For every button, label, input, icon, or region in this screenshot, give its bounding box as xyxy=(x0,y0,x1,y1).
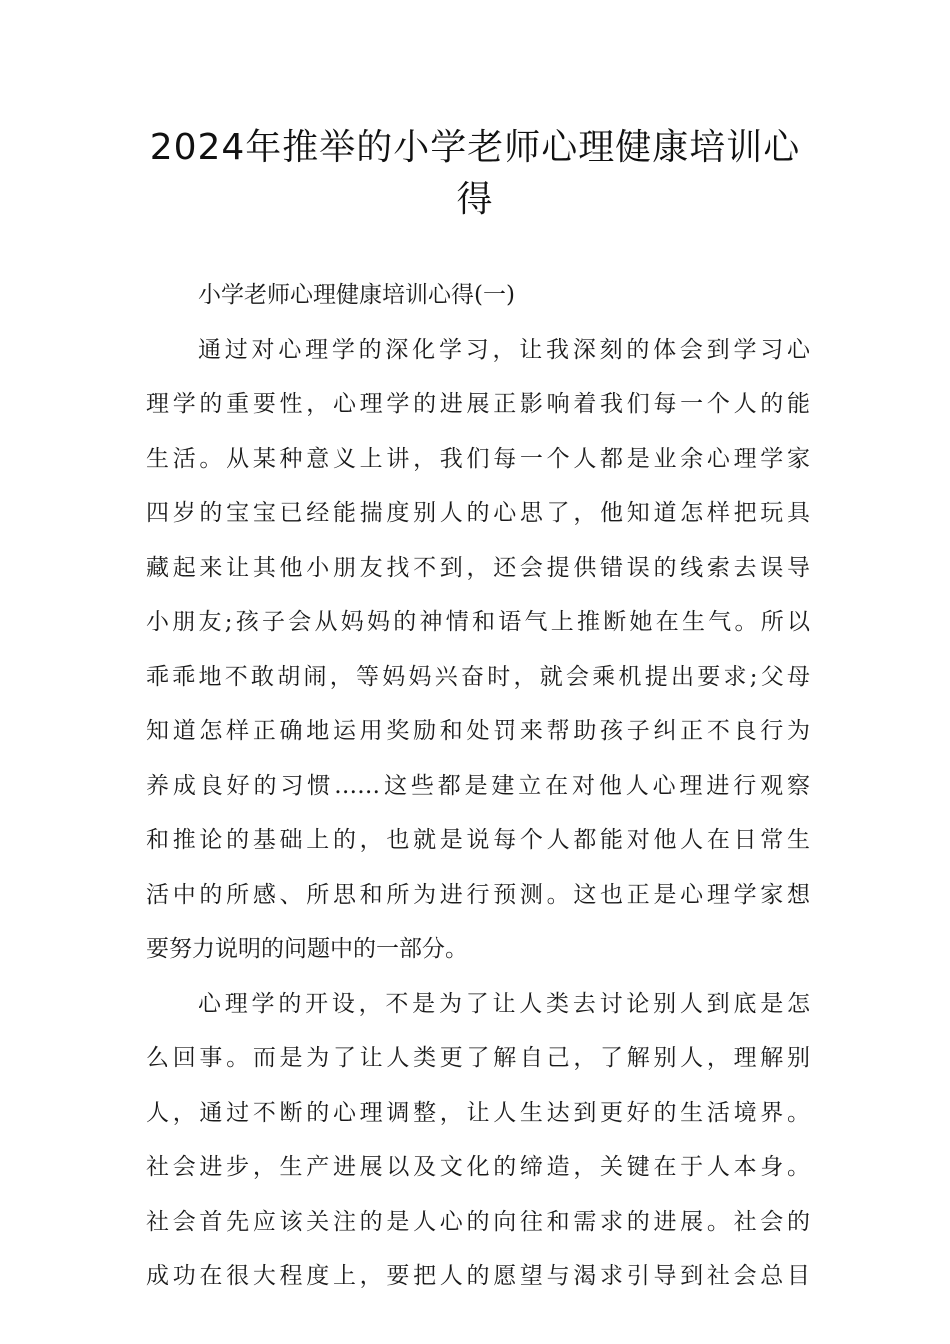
body-line: 成功在很大程度上，要把人的愿望与渴求引导到社会总目 xyxy=(146,1263,810,1289)
body-line: 社会进步，生产进展以及文化的缔造，关键在于人本身。 xyxy=(146,1154,810,1180)
body-line: 心理学的开设，不是为了让人类去讨论别人到底是怎 xyxy=(198,990,810,1017)
body-line: 知道怎样正确地运用奖励和处罚来帮助孩子纠正不良行为 xyxy=(146,718,810,744)
body-line: 藏起来让其他小朋友找不到，还会提供错误的线索去误导 xyxy=(146,554,810,581)
body-line: 和推论的基础上的，也就是说每个人都能对他人在日常生 xyxy=(146,827,810,853)
body-line: 活中的所感、所思和所为进行预测。这也正是心理学家想 xyxy=(146,881,810,908)
title-line-1: 2024年推举的小学老师心理健康培训心 xyxy=(149,127,801,168)
body-line: 生活。从某种意义上讲，我们每一个人都是业余心理学家 xyxy=(146,445,810,472)
body-line: 小朋友;孩子会从妈妈的神情和语气上推断她在生气。所以 xyxy=(146,609,810,635)
body-line: 养成良好的习惯……这些都是建立在对他人心理进行观察 xyxy=(146,772,810,799)
body-line: 四岁的宝宝已经能揣度别人的心思了，他知道怎样把玩具 xyxy=(146,500,810,526)
document-title xyxy=(140,122,810,226)
document-body xyxy=(146,268,810,1304)
body-line: 理学的重要性，心理学的进展正影响着我们每一个人的能 xyxy=(146,391,810,417)
body-line: 要努力说明的问题中的一部分。 xyxy=(146,936,468,962)
body-line: 小学老师心理健康培训心得(一) xyxy=(198,282,515,308)
body-line: 通过对心理学的深化学习，让我深刻的体会到学习心 xyxy=(198,336,810,363)
body-line: 社会首先应该关注的是人心的向往和需求的进展。社会的 xyxy=(146,1208,810,1235)
body-line: 么回事。而是为了让人类更了解自己，了解别人，理解别 xyxy=(146,1045,810,1071)
body-line: 人，通过不断的心理调整，让人生达到更好的生活境界。 xyxy=(146,1099,810,1126)
title-line-2: 得 xyxy=(456,179,494,220)
body-line: 乖乖地不敢胡闹，等妈妈兴奋时，就会乘机提出要求;父母 xyxy=(146,663,810,690)
